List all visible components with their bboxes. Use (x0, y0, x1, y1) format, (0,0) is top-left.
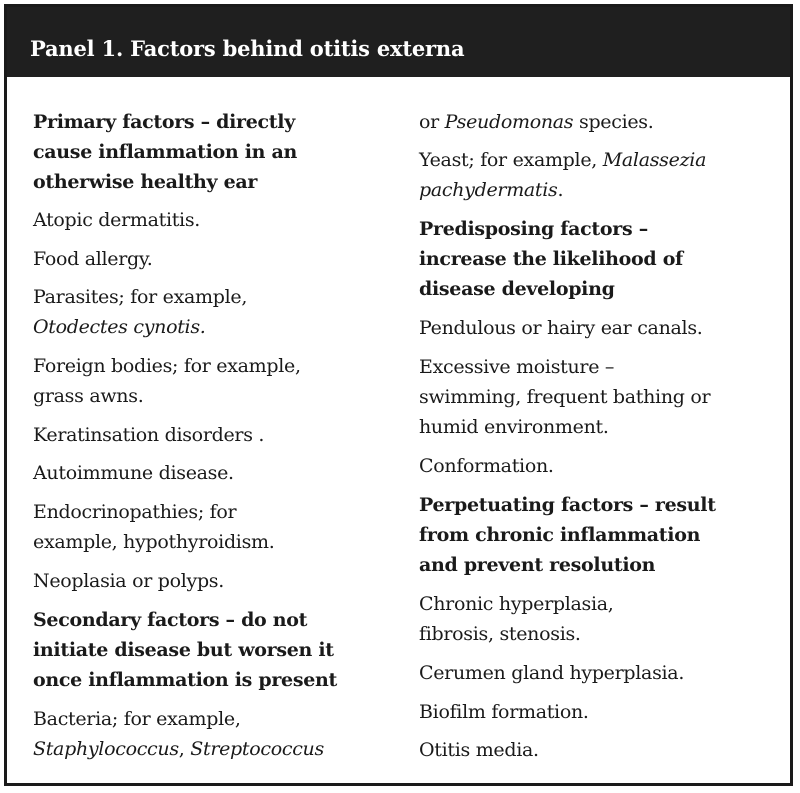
organism-name: Malassezia (602, 149, 707, 171)
list-item: Endocrinopathies; for (33, 501, 237, 523)
separator: , (178, 738, 191, 760)
list-item: Atopic dermatitis. (33, 209, 201, 231)
panel-body (7, 77, 790, 782)
list-item: Cerumen gland hyperplasia. (419, 662, 685, 684)
secondary-heading-line: Secondary factors – do not (33, 609, 308, 631)
panel (4, 4, 793, 786)
primary-heading-line: cause inflammation in an (33, 141, 298, 163)
list-item: Chronic hyperplasia, (419, 593, 614, 615)
text-fragment: or (419, 111, 445, 133)
list-item: grass awns. (33, 385, 144, 407)
list-item (419, 107, 654, 137)
list-item: Biofilm formation. (419, 701, 589, 723)
organism-name: Streptococcus (190, 738, 324, 760)
text-fragment: Yeast; for example, (419, 149, 603, 171)
list-item (33, 734, 324, 764)
list-item: Excessive moisture – (419, 356, 615, 378)
panel-title: Panel 1. Factors behind otitis externa (7, 7, 790, 77)
list-item: Pendulous or hairy ear canals. (419, 317, 703, 339)
list-item: Bacteria; for example, (33, 708, 241, 730)
list-item: humid environment. (419, 416, 609, 438)
list-item: Autoimmune disease. (33, 462, 234, 484)
list-item: Keratinsation disorders . (33, 424, 265, 446)
list-item (419, 145, 706, 175)
list-item: Otodectes cynotis. (33, 316, 206, 338)
perpetuating-heading-line: from chronic inflammation (419, 524, 701, 546)
list-item: Parasites; for example, (33, 286, 248, 308)
perpetuating-heading-line: Perpetuating factors – result (419, 494, 716, 516)
organism-name: Staphylococcus (33, 738, 179, 760)
secondary-heading-line: initiate disease but worsen it (33, 639, 334, 661)
perpetuating-heading-line: and prevent resolution (419, 554, 656, 576)
primary-heading-line: Primary factors – directly (33, 111, 295, 133)
organism-name: Pseudomonas (444, 111, 574, 133)
list-item: Foreign bodies; for example, (33, 355, 301, 377)
predisposing-heading-line: increase the likelihood of (419, 248, 683, 270)
predisposing-heading-line: disease developing (419, 278, 615, 300)
text-fragment: . (557, 179, 564, 201)
list-item: swimming, frequent bathing or (419, 386, 711, 408)
list-item: Food allergy. (33, 248, 153, 270)
text-fragment: species. (573, 111, 654, 133)
predisposing-heading-line: Predisposing factors – (419, 218, 648, 240)
list-item (419, 175, 563, 205)
secondary-heading-line: once inflammation is present (33, 669, 337, 691)
organism-name: pachydermatis (419, 179, 558, 201)
list-item: Neoplasia or polyps. (33, 570, 224, 592)
list-item: Conformation. (419, 455, 554, 477)
list-item: Otitis media. (419, 739, 539, 761)
list-item: example, hypothyroidism. (33, 531, 275, 553)
list-item: fibrosis, stenosis. (419, 623, 581, 645)
primary-heading-line: otherwise healthy ear (33, 171, 258, 193)
